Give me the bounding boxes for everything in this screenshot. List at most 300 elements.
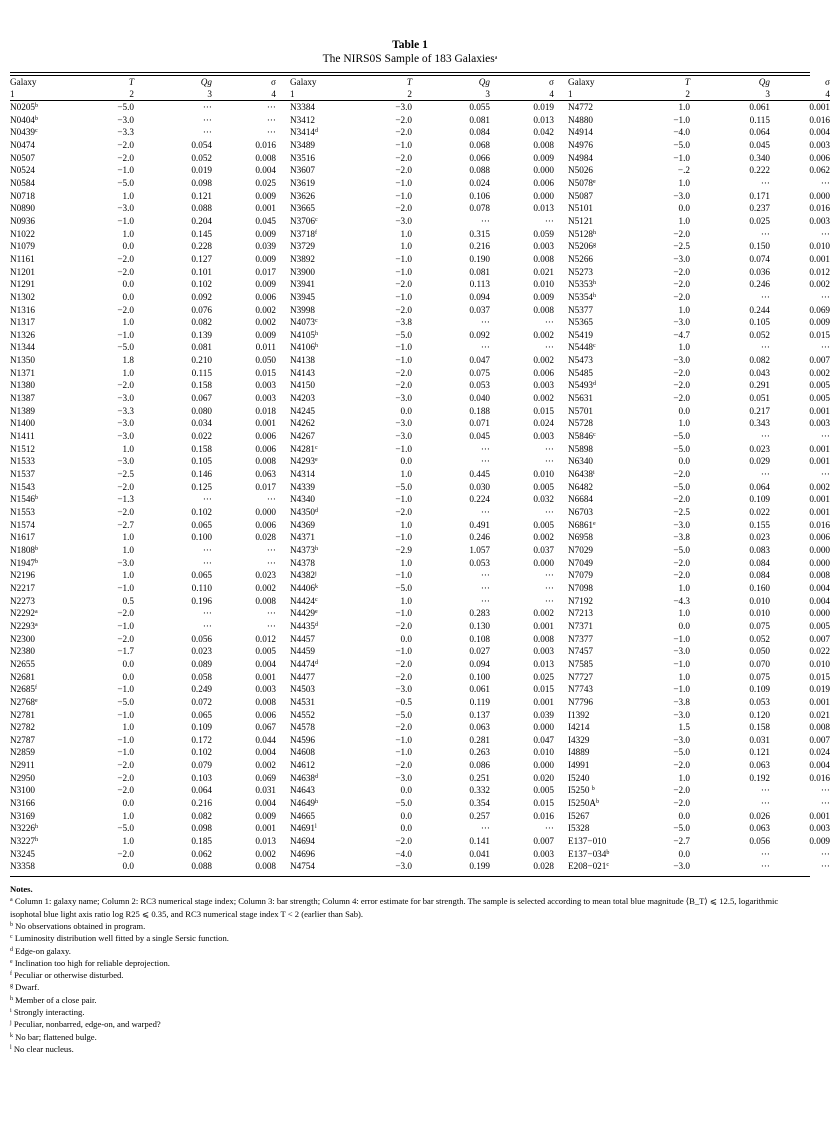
galaxy-name [290,633,352,646]
spacer [276,455,290,468]
stage-index: −2.7 [673,836,690,847]
stage-index: −2.5 [673,507,690,517]
stage-index: −5.0 [395,481,412,492]
spacer [554,569,568,582]
stage-index: −3.0 [395,393,412,404]
bar-strength-error: 0.004 [255,747,276,758]
galaxy-id: N5377 [568,304,594,315]
footnote-mark: e [315,457,318,464]
stage-index: −1.0 [673,114,690,125]
stage-index: −3.0 [673,734,690,745]
galaxy-table-body [10,76,830,873]
galaxy-name [290,215,352,228]
stage-index: −2.0 [117,848,134,859]
bar-strength-error: 0.005 [809,380,830,391]
galaxy-id: N7457 [568,646,594,657]
stage-index: −2.0 [395,836,412,847]
bar-strength-error: 0.000 [533,190,554,201]
stage-index: 1.0 [678,342,690,353]
column-header [630,76,690,88]
bar-strength-error: 0.005 [255,646,276,657]
bar-strength-error: 0.017 [255,266,276,277]
stage-index: −5.0 [673,823,690,834]
footnote-mark: l [315,824,317,831]
galaxy-name [290,430,352,443]
note-mark: k [10,1032,13,1039]
galaxy-name [10,810,72,823]
bar-strength: ··· [760,291,770,302]
bar-strength: 0.043 [749,367,770,378]
bar-strength-error: ··· [266,494,276,505]
galaxy-name [10,759,72,772]
table-row [10,582,830,595]
galaxy-name [10,215,72,228]
column-header: σ [825,77,830,87]
bar-strength-error: 0.001 [809,696,830,707]
stage-index: −1.0 [395,494,412,505]
stage-index: −5.0 [673,481,690,492]
bar-strength-error: 0.004 [809,127,830,138]
galaxy-id: N6438 [568,469,594,480]
table-row [10,329,830,342]
footnote-mark: c [593,432,596,439]
bar-strength: 0.146 [191,469,212,480]
footnote-mark: b [35,103,39,109]
bar-strength: 0.106 [469,190,490,201]
bar-strength-error: 0.002 [533,393,554,404]
bar-strength: 0.036 [749,266,770,277]
bar-strength-error: ··· [544,342,554,353]
table-row [10,683,830,696]
spacer [276,822,290,835]
bar-strength: 0.081 [191,342,212,353]
stage-index: −5.0 [117,102,134,112]
galaxy-name [10,645,72,658]
spacer [276,607,290,620]
bar-strength-error: 0.045 [255,215,276,226]
stage-index: −2.0 [395,203,412,214]
galaxy-name [10,506,72,519]
galaxy-id: N1808 [10,544,36,555]
bar-strength-error: 0.021 [533,266,554,277]
table-row [10,152,830,165]
spacer [276,101,290,114]
bar-strength-error: 0.031 [255,785,276,796]
galaxy-id: N4880 [568,114,594,125]
galaxy-id: N4914 [568,127,594,138]
galaxy-name [10,481,72,494]
stage-index: 0.0 [400,456,412,467]
bar-strength-error: 0.003 [809,139,830,150]
bar-strength-error: 0.002 [809,367,830,378]
stage-index: −2.0 [673,798,690,809]
stage-index: −2.0 [117,152,134,163]
bar-strength-error: 0.067 [255,722,276,733]
bar-strength-error: 0.003 [533,646,554,657]
spacer [554,88,568,101]
galaxy-id: N5493 [568,380,594,391]
bar-strength-error: 0.018 [255,405,276,416]
bar-strength: 0.291 [749,380,770,391]
spacer [276,392,290,405]
footnote-mark: d [315,508,319,514]
galaxy-id: N4696 [290,848,316,859]
bar-strength: 0.065 [191,570,212,581]
galaxy-name [568,190,630,203]
bar-strength: 0.029 [749,456,770,467]
bar-strength: 0.062 [191,848,212,859]
spacer [276,531,290,544]
galaxy-id: I4214 [568,722,590,733]
stage-index: 1.8 [122,355,134,366]
galaxy-name [290,772,352,785]
galaxy-name [290,354,352,367]
stage-index: −2.0 [673,785,690,796]
stage-index: 1.0 [400,241,412,252]
bar-strength-error: 0.019 [809,684,830,695]
galaxy-name [10,531,72,544]
galaxy-id: N1387 [10,393,36,404]
stage-index: 1.0 [678,608,690,619]
footnote-mark: h [593,280,597,287]
table-row [10,860,830,873]
galaxy-name [568,114,630,127]
galaxy-name [568,633,630,646]
galaxy-id: N2685 [10,684,36,695]
galaxy-id: N1316 [10,304,36,315]
spacer [276,228,290,241]
bar-strength-error: 0.001 [255,671,276,682]
bar-strength-error: ··· [266,544,276,555]
bar-strength: 0.075 [469,367,490,378]
bar-strength-error: 0.003 [809,215,830,226]
bar-strength: 0.034 [191,418,212,429]
bar-strength-error: 0.009 [255,228,276,239]
bar-strength: 0.052 [749,329,770,340]
galaxy-id: N7377 [568,633,594,644]
galaxy-id: N5026 [568,165,594,176]
table-row [10,671,830,684]
bar-strength: 0.072 [191,696,212,707]
bar-strength: 0.246 [749,279,770,290]
column-header [412,76,490,88]
galaxy-name [10,784,72,797]
bar-strength-error: 0.013 [255,836,276,847]
bar-strength-error: 0.028 [533,861,554,872]
spacer [276,772,290,785]
bar-strength: 0.139 [191,329,212,340]
bar-strength: 0.113 [469,279,490,290]
bar-strength-error: 0.001 [255,418,276,429]
galaxy-name [290,139,352,152]
galaxy-name [290,190,352,203]
column-number-row [10,88,830,101]
bar-strength: 0.098 [191,177,212,188]
bar-strength: 0.281 [469,734,490,745]
bar-strength: 0.332 [469,785,490,796]
stage-index: −2.0 [395,620,412,631]
bar-strength: 0.185 [191,836,212,847]
bar-strength-error: 0.015 [809,671,830,682]
galaxy-name [568,658,630,671]
galaxy-id: N6703 [568,507,594,517]
galaxy-id: N1201 [10,266,36,277]
spacer [276,658,290,671]
galaxy-name [290,696,352,709]
bar-strength-error: ··· [544,823,554,834]
bar-strength-error: ··· [820,291,830,302]
bar-strength: 0.075 [749,671,770,682]
bar-strength-error: ··· [266,620,276,631]
spacer [276,88,290,101]
galaxy-id: N4371 [290,532,316,543]
stage-index: 1.0 [122,722,134,733]
galaxy-name [568,253,630,266]
spacer [554,784,568,797]
galaxy-name [10,860,72,873]
bar-strength: 0.216 [469,241,490,252]
galaxy-name [10,379,72,392]
bar-strength-error: 0.006 [255,291,276,302]
spacer [554,734,568,747]
galaxy-id: N4073 [290,317,316,328]
spacer [276,114,290,127]
bar-strength: ··· [202,544,212,555]
bar-strength-error: 0.002 [533,608,554,619]
galaxy-id: N7727 [568,671,594,682]
bar-strength-error: 0.008 [255,861,276,872]
bar-strength-error: ··· [820,431,830,442]
bar-strength-error: 0.009 [255,279,276,290]
galaxy-name [10,304,72,317]
stage-index: −5.0 [673,443,690,454]
galaxy-id: N5419 [568,329,594,340]
galaxy-name [10,671,72,684]
spacer [554,506,568,519]
bar-strength: 0.094 [469,658,490,669]
stage-index: 0.0 [122,291,134,302]
galaxy-name [568,164,630,177]
galaxy-name [10,202,72,215]
bar-strength: 0.210 [191,355,212,366]
note-mark: g [10,983,13,990]
table-row [10,468,830,481]
stage-index: −5.0 [673,139,690,150]
footnote-mark: h [593,292,597,299]
galaxy-name [290,101,352,114]
spacer [276,481,290,494]
bar-strength: 0.070 [749,658,770,669]
bar-strength: 0.216 [191,798,212,809]
galaxy-name [568,671,630,684]
stage-index: −1.0 [395,291,412,302]
stage-index: −2.0 [395,671,412,682]
bar-strength: 0.125 [191,481,212,492]
galaxy-id: N5701 [568,405,594,416]
table-row [10,595,830,608]
stage-index: −2.0 [673,557,690,568]
note-item [10,1006,810,1018]
stage-index: −2.0 [673,279,690,290]
spacer [276,835,290,848]
footnote-mark: b [35,545,39,552]
spacer [276,139,290,152]
galaxy-id: N5101 [568,203,594,214]
galaxy-name [10,392,72,405]
table-row [10,746,830,759]
galaxy-name [10,405,72,418]
stage-index: −3.0 [673,519,690,530]
bar-strength-error: ··· [544,317,554,328]
galaxy-name [10,835,72,848]
galaxy-id: N4293 [290,456,316,467]
galaxy-name [568,329,630,342]
spacer [554,240,568,253]
galaxy-name [290,835,352,848]
galaxy-name [290,253,352,266]
bar-strength: 0.019 [191,165,212,176]
bar-strength: 0.080 [191,405,212,416]
stage-index: −5.0 [117,823,134,834]
bar-strength-error: ··· [820,342,830,353]
galaxy-id: N3245 [10,848,36,859]
stage-index: −3.0 [395,772,412,783]
bar-strength-error: 0.005 [809,393,830,404]
galaxy-name [290,810,352,823]
galaxy-id: N7213 [568,608,594,619]
bar-strength-error: 0.002 [255,848,276,859]
bar-strength: 0.054 [191,139,212,150]
galaxy-name [568,126,630,139]
bar-strength: 0.115 [749,114,770,125]
stage-index: −5.0 [117,177,134,188]
stage-index: 1.0 [678,304,690,315]
table-row [10,405,830,418]
table-row [10,835,830,848]
bar-strength: 0.204 [191,215,212,226]
bar-strength: 0.067 [191,393,212,404]
table-row [10,341,830,354]
column-number: 3 [207,89,212,99]
galaxy-name [290,860,352,873]
stage-index: 0.0 [678,405,690,416]
galaxy-id: N3998 [290,304,316,315]
note-item [10,895,810,920]
galaxy-id: N2781 [10,709,36,720]
stage-index: −2.0 [395,152,412,163]
galaxy-name [568,291,630,304]
table-row [10,101,830,114]
stage-index: −3.0 [117,431,134,442]
galaxy-name [568,848,630,861]
bar-strength: ··· [480,443,490,454]
column-number: 2 [407,89,412,99]
bar-strength: 0.102 [191,279,212,290]
bar-strength: ··· [480,507,490,517]
spacer [554,379,568,392]
stage-index: −3.8 [673,532,690,543]
bar-strength: 0.064 [191,785,212,796]
stage-index: 1.0 [122,836,134,847]
bar-strength: 0.075 [749,620,770,631]
stage-index: −2.7 [117,519,134,530]
galaxy-name [290,746,352,759]
stage-index: −1.0 [673,633,690,644]
bar-strength-error: 0.010 [809,241,830,252]
bar-strength: 0.491 [469,519,490,530]
bar-strength-error: 0.007 [809,355,830,366]
bar-strength: 0.088 [191,861,212,872]
galaxy-name [290,531,352,544]
stage-index: −3.0 [117,418,134,429]
bar-strength-error: 0.011 [255,342,276,353]
bar-strength: 0.082 [191,317,212,328]
galaxy-id: N6482 [568,481,594,492]
note-mark: d [10,946,13,953]
galaxy-name [568,266,630,279]
bottom-rule [10,876,810,877]
note-item [10,920,810,932]
galaxy-name [290,316,352,329]
spacer [276,784,290,797]
footnote-mark: g [593,242,597,249]
bar-strength: 0.074 [749,253,770,264]
stage-index: −2.0 [117,481,134,492]
spacer [276,810,290,823]
galaxy-id: N5485 [568,367,594,378]
bar-strength-error: 0.005 [533,519,554,530]
galaxy-name [10,316,72,329]
bar-strength-error: 0.039 [255,241,276,252]
bar-strength: 0.065 [191,709,212,720]
stage-index: −2.0 [673,367,690,378]
bar-strength-error: 0.006 [809,532,830,543]
stage-index: 0.0 [122,279,134,290]
galaxy-name [10,341,72,354]
spacer [554,304,568,317]
bar-strength: 0.102 [191,507,212,517]
footnote-mark: h [315,799,319,806]
bar-strength-error: 0.002 [255,304,276,315]
galaxy-id: N5273 [568,266,594,277]
bar-strength: ··· [202,620,212,631]
galaxy-id: I5328 [568,823,590,834]
bar-strength-error: 0.002 [533,532,554,543]
stage-index: −3.0 [673,317,690,328]
stage-index: 1.0 [122,317,134,328]
galaxy-name [290,266,352,279]
column-header [134,76,212,88]
galaxy-id: N1302 [10,291,36,302]
bar-strength: 0.141 [469,836,490,847]
bar-strength: 0.257 [469,810,490,821]
bar-strength: ··· [202,557,212,568]
table-row [10,379,830,392]
stage-index: 0.0 [678,620,690,631]
stage-index: −1.0 [117,734,134,745]
spacer [554,481,568,494]
galaxy-name [10,519,72,532]
spacer [554,493,568,506]
galaxy-id: N2217 [10,582,36,593]
footnote-mark: c [606,862,610,869]
stage-index: −1.0 [395,266,412,277]
bar-strength-error: 0.001 [809,405,830,416]
galaxy-id: N3729 [290,241,316,252]
galaxy-id: N6684 [568,494,594,505]
note-item [10,1018,810,1030]
galaxy-name [290,683,352,696]
